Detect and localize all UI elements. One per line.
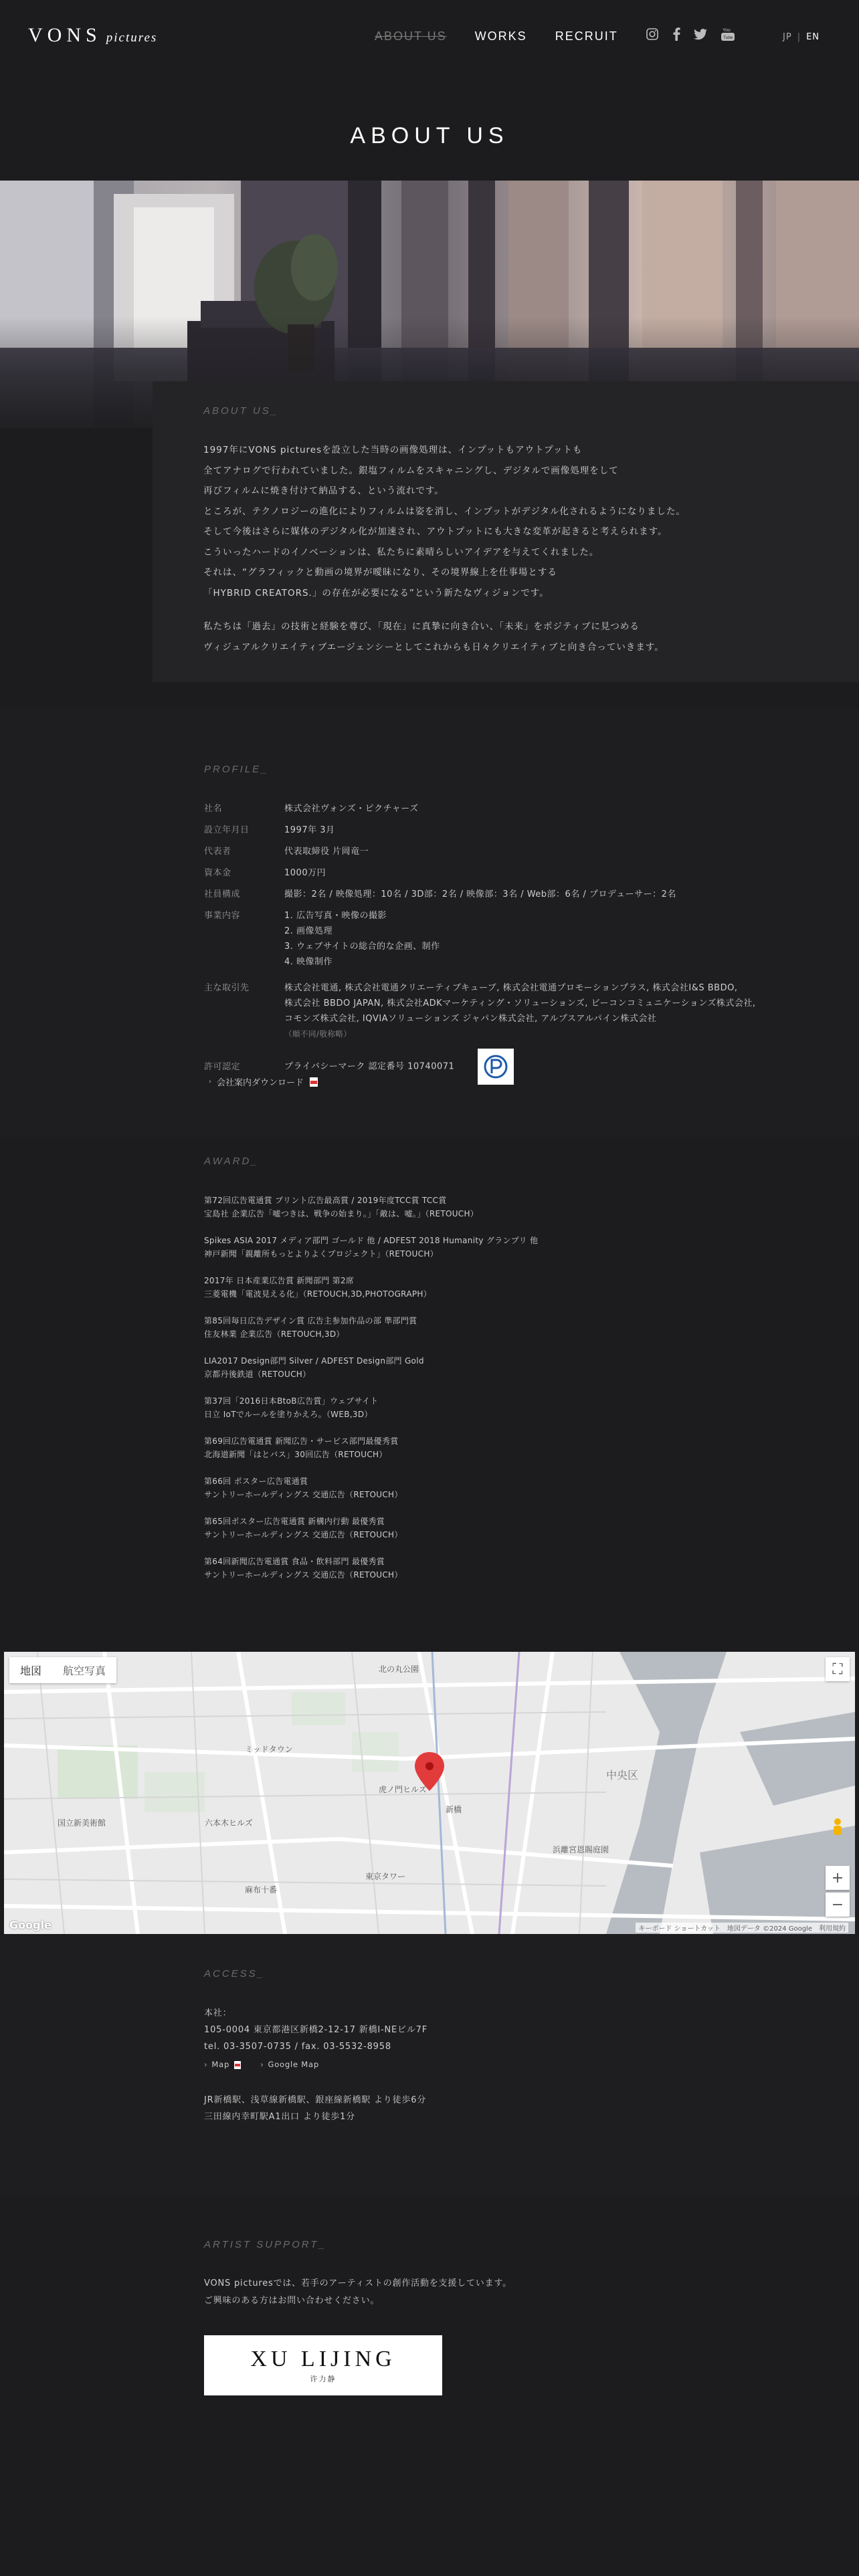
privacy-mark-logo — [478, 1049, 514, 1085]
nav-recruit[interactable]: RECRUIT — [555, 29, 618, 43]
business-line: 2. 画像処理 — [284, 926, 333, 936]
map-label: 虎ノ門ヒルズ — [379, 1785, 427, 1794]
site-header — [0, 0, 859, 87]
nav-about-us[interactable]: ABOUT US — [375, 29, 447, 43]
award-title: 第72回広告電通賞 プリント広告最高賞 / 2019年度TCC賞 TCC賞 — [204, 1196, 447, 1205]
profile-value — [284, 1049, 514, 1085]
about-label: ABOUT US_ — [203, 405, 279, 417]
google-map[interactable] — [4, 1652, 855, 1934]
page-title: ABOUT US — [350, 123, 509, 148]
fullscreen-icon[interactable]: ⛶ — [826, 1657, 850, 1681]
artist-support-text — [204, 2275, 512, 2310]
map-label: 北の丸公園 — [379, 1665, 419, 1674]
access-section — [0, 1935, 859, 2195]
award-item — [204, 1394, 806, 1421]
map-label: 中央区 — [606, 1769, 639, 1782]
artist-line: VONS picturesでは、若手のアーティストの創作活動を支援しています。 — [204, 2278, 512, 2288]
map-label: 国立新美術館 — [58, 1818, 106, 1828]
business-line: 4. 映像制作 — [284, 957, 333, 967]
about-line: こういったハードのイノベーションは、私たちに素晴らしいアイデアを与えてくれました。 — [203, 546, 599, 558]
profile-row — [204, 908, 846, 970]
map-link-label: Map — [211, 2060, 230, 2069]
social-links — [646, 27, 735, 41]
award-work: サントリーホールディングス 交通広告（RETOUCH） — [204, 1530, 403, 1539]
about-line: 再びフィルムに焼き付けて納品する、という流れです。 — [203, 486, 444, 496]
access-links — [204, 2056, 427, 2073]
office-tel: tel. 03-3507-0735 / fax. 03-5532-8958 — [204, 2042, 391, 2052]
artist-line: ご興味のある方はお問い合わせください。 — [204, 2296, 380, 2306]
artist-banner-sub: 许力静 — [310, 2375, 337, 2383]
map-label: 新橋 — [446, 1805, 462, 1814]
award-work: 日立 IoTでルールを塗りかえろ。（WEB,3D） — [204, 1410, 373, 1419]
profile-row — [204, 887, 846, 902]
train-access-2: 三田線内幸町駅A1出口 より徒歩1分 — [204, 2112, 355, 2122]
award-item — [204, 1274, 806, 1301]
award-work: 住友林業 企業広告（RETOUCH,3D） — [204, 1329, 345, 1339]
profile-row — [204, 823, 846, 838]
pdf-icon — [309, 1077, 318, 1087]
award-item — [204, 1194, 806, 1220]
profile-key: 社員構成 — [204, 889, 241, 899]
profile-value: 1000万円 — [284, 868, 326, 878]
award-work: 京都丹後鉄道（RETOUCH） — [204, 1370, 311, 1379]
profile-row — [204, 801, 846, 817]
profile-value: 撮影：2名 / 映像処理：10名 / 3D部：2名 / 映像部：3名 / Web部：6名 / プロデューサー：2名 — [284, 889, 676, 899]
svg-text:You: You — [723, 28, 731, 33]
map-tab-map[interactable]: 地図 — [20, 1665, 42, 1677]
about-line: ところが、テクノロジーの進化によりフィルムは姿を消し、インプットがデジタル化されるようになりました。 — [203, 506, 686, 517]
award-title: 第66回 ポスター広告電通賞 — [204, 1477, 308, 1486]
svg-text:Tube: Tube — [723, 35, 733, 40]
award-work: 神戸新聞「親離所もっとよりよくプロジェクト」（RETOUCH） — [204, 1249, 438, 1259]
profile-section — [0, 709, 859, 1137]
main-nav — [375, 29, 618, 43]
about-section — [153, 381, 859, 682]
profile-key: 事業内容 — [204, 911, 241, 921]
client-line: 株式会社 BBDO JAPAN, 株式会社ADKマーケティング・ソリューションズ, ビーコンコミュニケーションズ株式会社, — [284, 998, 756, 1008]
business-line: 1. 広告写真・映像の撮影 — [284, 911, 387, 921]
company-brochure-download[interactable] — [209, 1075, 318, 1088]
award-item — [204, 1434, 806, 1461]
street-view-pegman-icon[interactable] — [826, 1816, 850, 1840]
chevron-right-icon: › — [209, 1078, 211, 1085]
profile-label: PROFILE_ — [204, 764, 269, 775]
award-title: 第37回「2016日本BtoB広告賞」ウェブサイト — [204, 1396, 379, 1406]
lang-separator: | — [797, 32, 801, 42]
award-title: 2017年 日本産業広告賞 新聞部門 第2席 — [204, 1276, 355, 1285]
zoom-out-button[interactable]: − — [826, 1893, 850, 1917]
map-pdf-link[interactable] — [204, 2056, 242, 2073]
profile-key: 資本金 — [204, 868, 231, 878]
google-logo: Google — [9, 1919, 52, 1931]
artist-banner[interactable] — [204, 2335, 442, 2395]
profile-row — [204, 980, 846, 1042]
profile-value: 1997年 3月 — [284, 825, 335, 835]
map-canvas[interactable] — [4, 1652, 855, 1934]
about-line: それは、“グラフィックと動画の境界が曖昧になり、その境界線上を仕事場とする — [203, 567, 557, 578]
map-label: ミッドタウン — [245, 1745, 293, 1754]
award-label: AWARD_ — [204, 1156, 259, 1167]
download-label: 会社案内ダウンロード — [217, 1078, 304, 1088]
client-note: （順不同/敬称略） — [284, 1029, 352, 1039]
chevron-right-icon: › — [204, 2060, 208, 2069]
about-line: 全てアナログで行われていました。銀塩フィルムをスキャニングし、デジタルで画像処理をして — [203, 465, 619, 476]
award-item — [204, 1515, 806, 1541]
google-map-link[interactable] — [260, 2056, 319, 2073]
twitter-icon[interactable] — [694, 29, 707, 40]
award-item — [204, 1354, 806, 1381]
award-work: サントリーホールディングス 交通広告（RETOUCH） — [204, 1490, 403, 1499]
logo-main: VONS — [28, 24, 102, 46]
profile-key: 社名 — [204, 804, 223, 814]
about-line: 1997年にVONS picturesを設立した当時の画像処理は、インプットもアウトプットも — [203, 445, 583, 455]
award-title: 第69回広告電通賞 新聞広告・サービス部門最優秀賞 — [204, 1436, 399, 1446]
client-line: コモンズ株式会社, IQVIAソリューションズ ジャパン株式会社, アルプスアルパイン株式会社 — [284, 1014, 657, 1024]
award-title: 第85回毎日広告デザイン賞 広告主参加作品の部 準部門賞 — [204, 1316, 417, 1325]
award-work: サントリーホールディングス 交通広告（RETOUCH） — [204, 1570, 403, 1580]
award-work: 三菱電機「電波見える化」（RETOUCH,3D,PHOTOGRAPH） — [204, 1289, 432, 1299]
award-title: Spikes ASIA 2017 メディア部門 ゴールド 他 / ADFEST 2018 Humanity グランプリ 他 — [204, 1236, 539, 1245]
profile-table — [204, 801, 846, 1085]
office-label: 本社： — [204, 2008, 232, 2018]
chevron-right-icon: › — [260, 2060, 264, 2069]
nav-works[interactable]: WORKS — [474, 29, 527, 43]
instagram-icon[interactable] — [646, 27, 659, 41]
language-switcher — [783, 32, 820, 42]
award-list — [204, 1194, 806, 1595]
about-closing-line: 私たちは「過去」の技術と経験を尊び、「現在」に真摯に向き合い、「未来」をポジティブに見つめる — [203, 621, 640, 632]
access-label: ACCESS_ — [204, 1968, 266, 1979]
award-work: 北海道新聞「はとバス」30回広告（RETOUCH） — [204, 1450, 387, 1459]
map-label: 麻布十番 — [245, 1885, 278, 1895]
about-text — [203, 440, 846, 657]
business-line: 3. ウェブサイトの総合的な企画、制作 — [284, 942, 440, 952]
profile-key: 許可認定 — [204, 1061, 241, 1072]
artist-support-label: ARTIST SUPPORT_ — [204, 2239, 326, 2250]
client-line: 株式会社電通, 株式会社電通クリエーティブキューブ, 株式会社電通プロモーションプラス, 株式会社I&S BBDO, — [284, 983, 738, 993]
profile-value: 代表取締役 片岡竜一 — [284, 847, 369, 857]
award-item — [204, 1555, 806, 1582]
facebook-icon[interactable] — [672, 27, 680, 41]
profile-value: 株式会社ヴォンズ・ピクチャーズ — [284, 804, 419, 814]
award-title: LIA2017 Design部門 Silver / ADFEST Design部門 Gold — [204, 1356, 424, 1366]
map-tab-satellite[interactable]: 航空写真 — [63, 1665, 106, 1677]
about-line: 「HYBRID CREATORS.」の存在が必要になる”という新たなヴィジョンです。 — [203, 587, 549, 599]
profile-key: 代表者 — [204, 847, 231, 857]
zoom-in-button[interactable]: + — [826, 1866, 850, 1890]
award-item — [204, 1475, 806, 1501]
lang-jp[interactable]: JP — [783, 32, 792, 42]
privacy-mark-text: プライバシーマーク 認定番号 10740071 — [284, 1061, 455, 1072]
map-label: 浜離宮恩賜庭園 — [553, 1845, 609, 1854]
profile-row — [204, 865, 846, 881]
map-type-tabs — [9, 1657, 116, 1683]
train-access-1: JR新橋駅、浅草線新橋駅、銀座線新橋駅 より徒歩6分 — [204, 2095, 427, 2105]
lang-en[interactable]: EN — [806, 32, 820, 42]
profile-key: 設立年月日 — [204, 825, 250, 835]
map-label: 東京タワー — [365, 1872, 406, 1881]
award-work: 宝島社 企業広告「嘘つきは、戦争の始まり。」「敵は、嘘。」（RETOUCH） — [204, 1209, 479, 1218]
about-line: そして今後はさらに媒体のデジタル化が加速され、アウトプットにも大きな変革が起きると考えられます。 — [203, 526, 668, 537]
award-title: 第65回ポスター広告電通賞 新構内行動 最優秀賞 — [204, 1517, 385, 1526]
about-closing-line: ヴィジュアルクリエイティブエージェンシーとしてこれからも日々クリエイティブと向き合っていきます。 — [203, 641, 664, 653]
logo-sub: pictures — [106, 31, 158, 45]
profile-key: 主な取引先 — [204, 983, 250, 993]
award-item — [204, 1234, 806, 1261]
google-map-link-label: Google Map — [268, 2060, 319, 2069]
profile-value — [284, 980, 756, 1042]
office-address: 105-0004 東京都港区新橋2-12-17 新橋I-NEビル7F — [204, 2025, 428, 2035]
pdf-icon — [233, 2060, 242, 2070]
profile-value — [284, 908, 440, 970]
map-attribution[interactable]: キーボード ショートカット 地図データ ©2024 Google 利用規約 — [636, 1923, 848, 1933]
map-label: 六本木ヒルズ — [205, 1818, 253, 1828]
profile-row — [204, 844, 846, 859]
access-text — [204, 2005, 427, 2125]
logo[interactable] — [28, 24, 157, 47]
award-item — [204, 1314, 806, 1341]
artist-banner-name: XU LIJING — [250, 2347, 396, 2371]
award-title: 第64回新聞広告電通賞 食品・飲料部門 最優秀賞 — [204, 1557, 385, 1566]
youtube-icon[interactable] — [721, 27, 735, 41]
